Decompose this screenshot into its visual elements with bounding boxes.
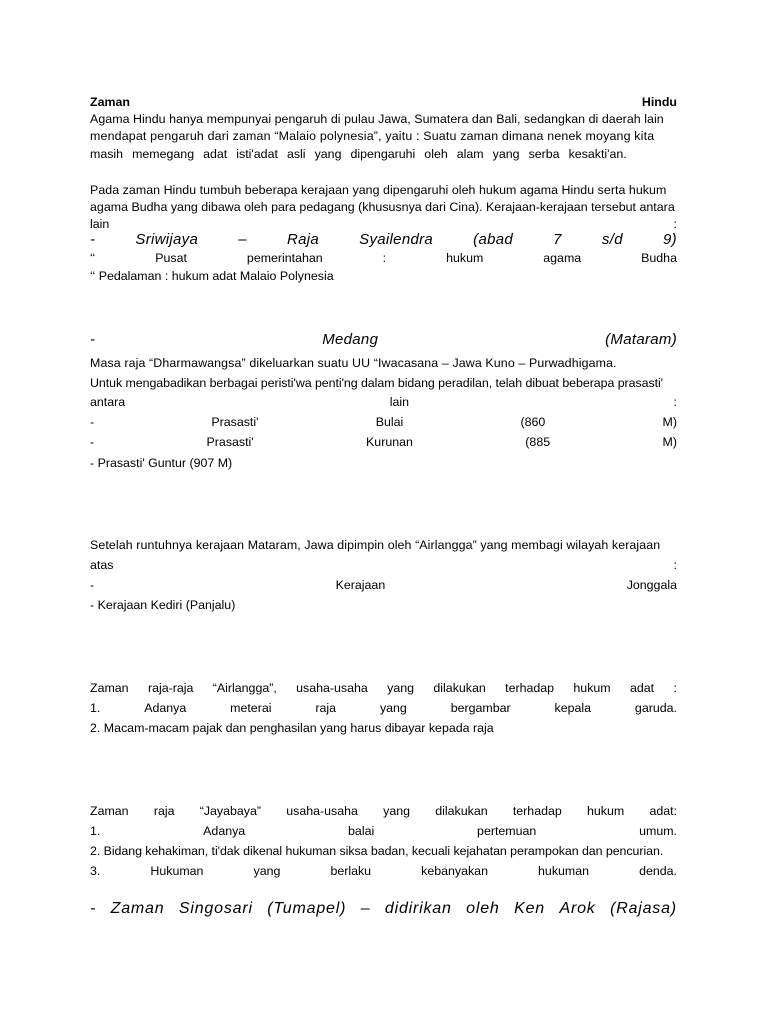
word: 1. [90, 701, 101, 715]
word: : [673, 681, 677, 695]
heading-medang [90, 331, 677, 349]
word: dilakukan [433, 681, 486, 695]
para2-line: agama Budha yang dibawa oleh para pedagang (khususnya dari Cina). Kerajaan-kerajaan tersebut antara [90, 200, 675, 214]
word: - [90, 578, 95, 592]
word: – [238, 231, 247, 248]
word: (860 [520, 415, 546, 429]
word: yang [379, 701, 407, 715]
word: M) [662, 435, 677, 449]
word: 9) [662, 231, 677, 248]
word: - [90, 331, 96, 348]
word: 1. [90, 824, 101, 838]
medang-antara-line [90, 393, 677, 411]
word: pertemuan [477, 824, 537, 838]
word: 7 [553, 231, 562, 248]
word: atas [90, 558, 114, 572]
word: meterai [230, 701, 272, 715]
word: hukuman [538, 864, 590, 878]
word: Ken [514, 900, 545, 917]
word: “Airlangga”, [212, 681, 277, 695]
word: Zaman [90, 681, 129, 695]
word: (Mataram) [605, 331, 677, 348]
word: didirikan [384, 900, 452, 917]
jayabaya-item-1 [90, 822, 677, 840]
word: denda. [639, 864, 677, 878]
word: kebanyakan [421, 864, 488, 878]
word: yang [387, 681, 415, 695]
jayabaya-item-2: 2. Bidang kehakiman, ti'dak dikenal hukuman siksa badan, kecuali kejahatan perampokan dan pencurian. [90, 844, 664, 858]
prasasti-kurunan [90, 433, 677, 451]
word: kepala [554, 701, 592, 715]
word: berlaku [330, 864, 372, 878]
word: raja [315, 701, 337, 715]
raja-airlangga-item-2: 2. Macam-macam pajak dan penghasilan yang harus dibayar kepada raja [90, 721, 494, 735]
sriwijaya-line-2: ‘‘ Pedalaman : hukum adat Malaio Polynesia [90, 269, 334, 283]
raja-airlangga-intro [90, 679, 677, 697]
word: usaha-usaha [296, 681, 368, 695]
airlangga-atas-line [90, 556, 677, 574]
heading-word: Zaman [90, 95, 130, 109]
kerajaan-jonggala [90, 576, 677, 594]
word: : [382, 251, 387, 265]
word: - [90, 231, 96, 248]
jayabaya-intro [90, 802, 677, 820]
word: balai [348, 824, 375, 838]
airlangga-para: Setelah runtuhnya kerajaan Mataram, Jawa dipimpin oleh “Airlangga” yang membagi wilayah kerajaan [90, 538, 661, 552]
word: Pusat [155, 251, 187, 265]
jayabaya-item-3 [90, 862, 677, 880]
word: terhadap [512, 804, 562, 818]
word: (Tumapel) [267, 900, 347, 917]
word: Singosari [178, 900, 253, 917]
word: “Jayabaya” [199, 804, 262, 818]
word: agama [543, 251, 582, 265]
kerajaan-kediri: - Kerajaan Kediri (Panjalu) [90, 598, 236, 612]
word: adat [629, 681, 655, 695]
word: Zaman [110, 900, 165, 917]
word: Jonggala [626, 578, 677, 592]
medang-para-line: Masa raja “Dharmawangsa” dikeluarkan suatu UU “Iwacasana – Jawa Kuno – Purwadhigama. [90, 356, 617, 370]
heading-sriwijaya [90, 231, 677, 249]
word: hukum [587, 804, 625, 818]
heading-singosari [90, 900, 677, 918]
word: hukum [573, 681, 611, 695]
word: raja [153, 804, 175, 818]
word: Budha [641, 251, 677, 265]
word: Syailendra [359, 231, 434, 248]
word: - [90, 900, 97, 917]
para1-line: mendapat pengaruh dari zaman “Malaio polynesia”, yaitu : Suatu zaman dimana nenek moyang kita [90, 129, 655, 143]
word: M) [662, 415, 677, 429]
word: Prasasti' [211, 415, 259, 429]
word: antara [90, 395, 126, 409]
heading-word: Hindu [641, 95, 677, 109]
word: bergambar [450, 701, 511, 715]
word: yang [253, 864, 281, 878]
word: hukum [446, 251, 484, 265]
word: lain [389, 395, 409, 409]
word: oleh [466, 900, 500, 917]
para2-line: Pada zaman Hindu tumbuh beberapa kerajaan yang dipengaruhi oleh hukum agama Hindu serta hukum [90, 183, 667, 197]
word: 3. [90, 864, 101, 878]
prasasti-bulai [90, 413, 677, 431]
para1-line: Agama Hindu hanya mempunyai pengaruh di pulau Jawa, Sumatera dan Bali, sedangkan di daerah lain [90, 112, 664, 126]
sriwijaya-line-1 [90, 249, 677, 267]
word: Zaman [90, 804, 129, 818]
word: Hukuman [150, 864, 204, 878]
word: s/d [601, 231, 623, 248]
medang-para-line: Untuk mengabadikan berbagai peristi'wa penti'ng dalam bidang peradilan, telah dibuat beberapa prasasti' [90, 376, 663, 390]
word: : [673, 395, 677, 409]
word: : [673, 558, 677, 572]
word: - [90, 435, 95, 449]
word: Kerajaan [335, 578, 386, 592]
word: yang [383, 804, 411, 818]
word: Kurunan [366, 435, 413, 449]
word: ‘‘ [90, 251, 96, 265]
prasasti-guntur: - Prasasti' Guntur (907 M) [90, 456, 233, 470]
word: Adanya [203, 824, 246, 838]
word: garuda. [634, 701, 677, 715]
word: pemerintahan [246, 251, 323, 265]
word: Arok [559, 900, 596, 917]
heading-zaman-hindu [90, 93, 677, 111]
word: terhadap [505, 681, 555, 695]
text: : [673, 217, 677, 231]
word: Adanya [144, 701, 187, 715]
word: (885 [525, 435, 551, 449]
word: umum. [639, 824, 677, 838]
word: – [360, 900, 371, 917]
word: Medang [322, 331, 379, 348]
word: raja-raja [147, 681, 194, 695]
raja-airlangga-item-1 [90, 699, 677, 717]
word: Prasasti' [206, 435, 254, 449]
word: (abad [473, 231, 514, 248]
word: - [90, 415, 95, 429]
word: (Rajasa) [610, 900, 677, 917]
word: dilakukan [435, 804, 488, 818]
word: Raja [287, 231, 320, 248]
para1-line: masih memegang adat isti'adat asli yang dipengaruhi oleh alam yang serba kesakti'an. [90, 147, 627, 161]
word: Sriwijaya [135, 231, 199, 248]
word: usaha-usaha [286, 804, 358, 818]
word: adat: [649, 804, 677, 818]
word: Bulai [375, 415, 404, 429]
text: lain [90, 217, 110, 231]
